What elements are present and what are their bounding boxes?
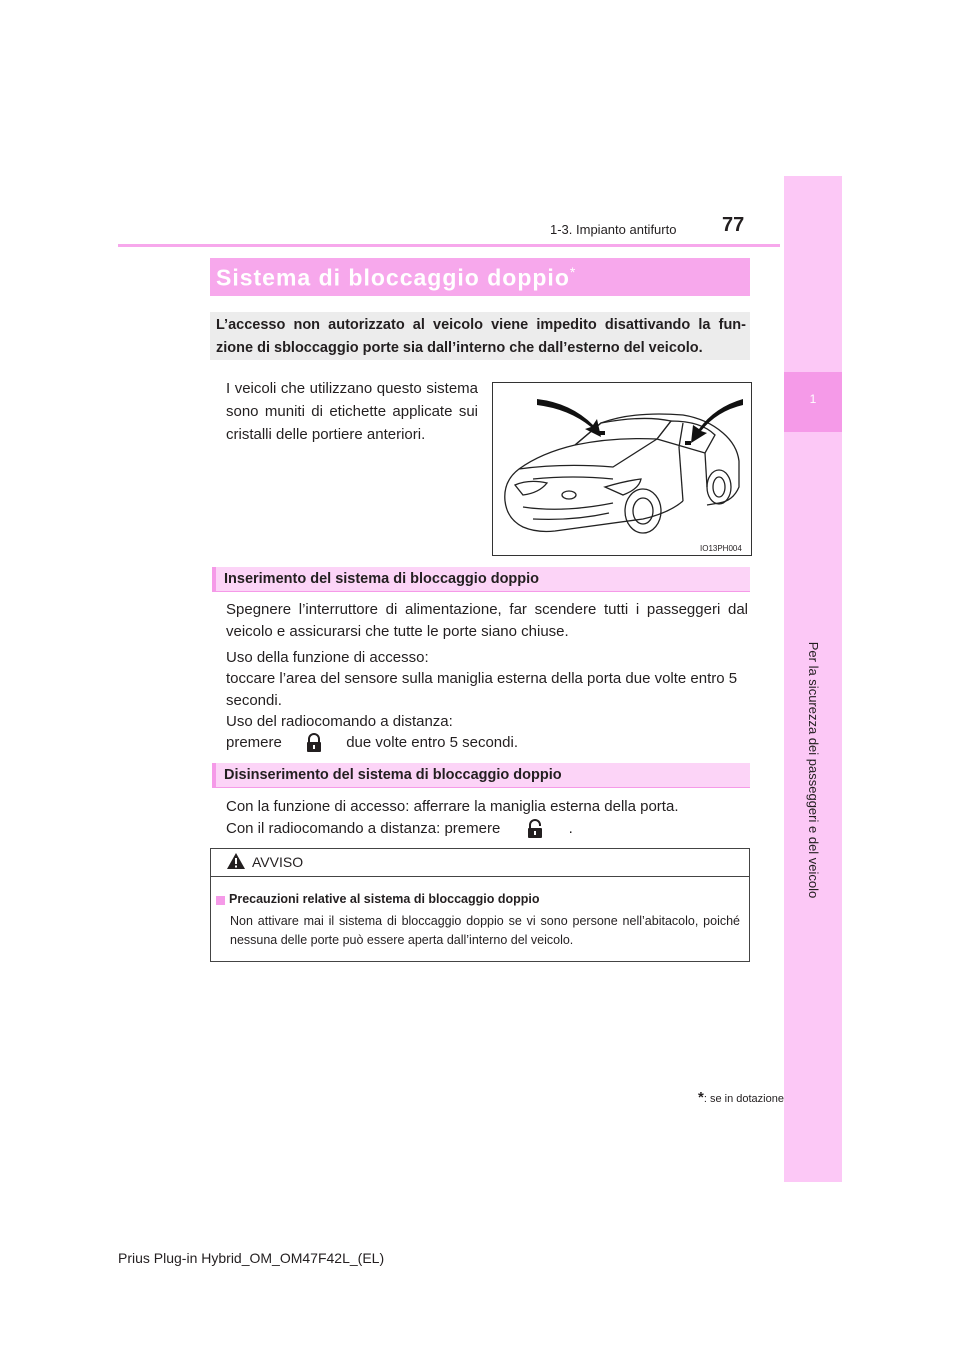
cancel-heading: Disinserimento del sistema di bloccaggio doppio xyxy=(224,767,562,783)
footer-document-code: Prius Plug-in Hybrid_OM_OM47F42L_(EL) xyxy=(118,1250,385,1266)
car-illustration xyxy=(492,382,752,556)
unlock-icon xyxy=(526,819,544,839)
setting-remote-label: Uso del radiocomando a distanza: xyxy=(226,713,453,730)
warning-header-rule xyxy=(210,876,750,877)
intro-text xyxy=(216,314,746,360)
page-title xyxy=(216,264,576,292)
side-tab-number: 1 xyxy=(809,392,817,406)
setting-entry-label: Uso della funzione di accesso: xyxy=(226,649,429,666)
warning-body: Non attivare mai il sistema di bloccaggio doppio se vi sono persone nell’abitacolo, poiché nessuna delle porte può essere aperta dall’interno del veicolo. xyxy=(230,914,740,947)
car-drawing xyxy=(493,383,751,555)
warning-triangle-icon xyxy=(226,852,246,870)
setting-heading-rule xyxy=(212,591,750,592)
setting-paragraph: Spegnere l’interruttore di alimentazione, far scendere tutti i passeggeri dal veicolo e assicurarsi che tutte le porte siano chiuse. xyxy=(226,601,748,640)
warning-subheading: Precauzioni relative al sistema di bloccaggio doppio xyxy=(229,892,540,906)
footnote-text: : se in dotazione xyxy=(703,1093,784,1105)
cancel-heading-rule xyxy=(212,787,750,788)
setting-entry-text: toccare l’area del sensore sulla maniglia esterna della porta due volte entro 5 secondi. xyxy=(226,670,738,709)
setting-remote-post: due volte entro 5 secondi. xyxy=(346,734,518,751)
header-rule xyxy=(118,244,780,247)
page-number: 77 xyxy=(722,214,745,236)
footnote xyxy=(698,1089,784,1106)
labels-paragraph: I veicoli che utilizzano questo sistema sono muniti di etichette applicate sui cristalli delle portiere anteriori. xyxy=(226,380,478,443)
intro-line-2: zione di sbloccaggio porte sia dall’interno che dall’esterno del veicolo. xyxy=(216,340,703,356)
setting-heading: Inserimento del sistema di bloccaggio doppio xyxy=(224,571,540,587)
lock-icon xyxy=(305,733,323,753)
warning-title: AVVISO xyxy=(252,854,304,870)
lock-button-symbol xyxy=(286,732,342,754)
footnote-mark: * xyxy=(698,1089,704,1106)
page-title-text: Sistema di bloccaggio doppio xyxy=(216,264,570,291)
section-reference: 1-3. Impianto antifurto xyxy=(550,222,677,237)
cancel-remote-pre: Con il radiocomando a distanza: premere xyxy=(226,820,501,837)
square-bullet-icon xyxy=(216,896,225,905)
side-tab-label: Per la sicurezza dei passeggeri e del veicolo xyxy=(806,641,821,899)
setting-remote-line xyxy=(226,732,748,754)
cancel-remote-post: . xyxy=(568,820,573,837)
cancel-remote-line xyxy=(226,818,748,840)
intro-line-1: L’accesso non autorizzato al veicolo viene impedito disattivando la fun- xyxy=(216,317,746,333)
cancel-entry-text: Con la funzione di accesso: afferrare la maniglia esterna della porta. xyxy=(226,798,679,815)
setting-remote-pre: premere xyxy=(226,734,282,751)
figure-code: IO13PH004 xyxy=(700,544,742,553)
unlock-button-symbol xyxy=(505,818,565,840)
optional-mark: * xyxy=(569,264,577,280)
